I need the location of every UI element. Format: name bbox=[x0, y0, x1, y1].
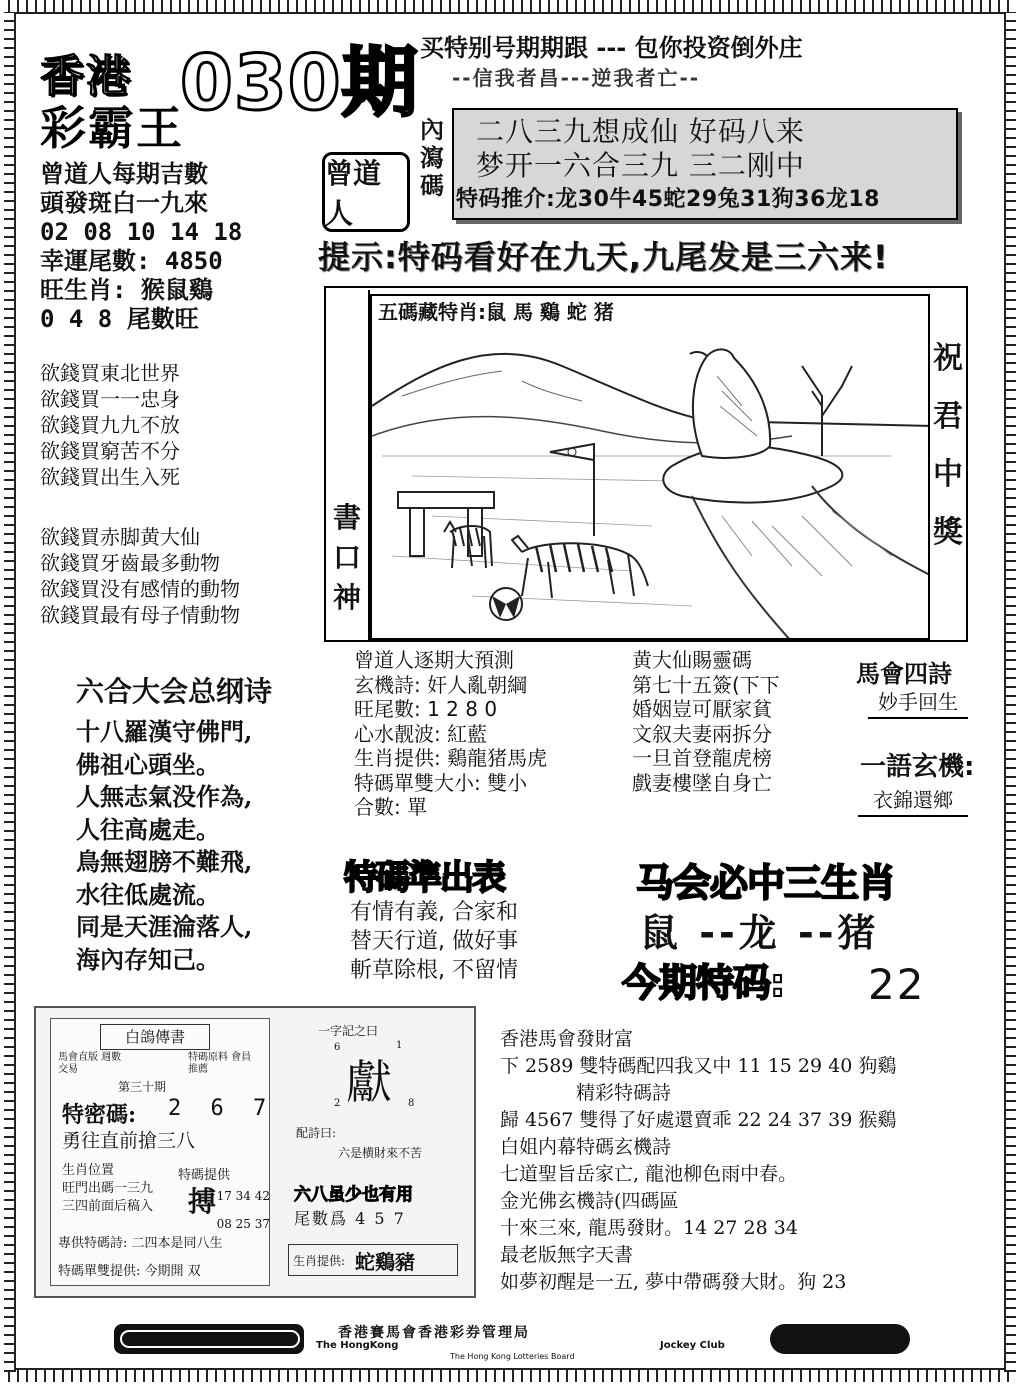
tema-recommend: 特码推介:龙30牛45蛇29兔31狗36龙18 bbox=[456, 187, 880, 212]
tema-zhun-title: 特碼準出表 bbox=[344, 858, 504, 898]
poem-line: 人往高處走。 bbox=[76, 814, 220, 844]
list-item: 欲錢買赤脚黄大仙 bbox=[40, 525, 200, 549]
poem-line: 六是横財來不苦 bbox=[338, 1146, 423, 1160]
list-item: 欲錢買窮苦不分 bbox=[40, 439, 180, 463]
border-bottom bbox=[8, 1368, 1014, 1382]
want-money-list bbox=[40, 360, 320, 490]
number-row: 08 25 37 bbox=[216, 1217, 270, 1231]
slogan-sub: --信我者昌---逆我者亡-- bbox=[452, 66, 701, 90]
jockey-club-list bbox=[500, 1026, 1000, 1296]
list-item: 七道聖旨岳家亡, 龍池柳色雨中春。 bbox=[500, 1163, 798, 1185]
tail-numbers: 尾數爲 4 5 7 bbox=[294, 1209, 406, 1228]
three-zodiac-title: 马会必中三生肖 bbox=[636, 861, 896, 905]
publication-name: 彩霸王 bbox=[40, 101, 184, 155]
border-top bbox=[8, 0, 1014, 14]
list-item: 歸 4567 雙得了好處還賣乖 22 24 37 39 猴鷄 bbox=[500, 1109, 897, 1131]
picture-title: 五碼藏特肖:鼠 馬 鷄 蛇 猪 bbox=[378, 300, 614, 324]
poem-line: 佛祖心頭坐。 bbox=[76, 749, 220, 779]
inner-line-1: 二八三九想成仙 好码八来 bbox=[476, 115, 805, 148]
oracle-line: 一旦首登龍虎榜 bbox=[632, 746, 772, 770]
list-item: 最老版無字天書 bbox=[500, 1244, 634, 1266]
zodiac-supply-label: 生肖提供: bbox=[293, 1253, 346, 1268]
prediction-line: 曾道人逐期大預測 bbox=[354, 648, 514, 672]
tema-supply-label: 特碼提供 bbox=[178, 1168, 231, 1183]
one-word-label: 一字記之曰 bbox=[318, 1024, 379, 1038]
info-line: 02 08 10 14 18 bbox=[40, 218, 243, 246]
list-item: 欲錢買没有感情的動物 bbox=[40, 577, 240, 601]
lottery-logo-ring-icon bbox=[120, 1330, 300, 1348]
info-line: 0 4 8 尾數旺 bbox=[40, 305, 199, 333]
oracle-line: 婚姻豈可厭家貧 bbox=[632, 697, 772, 721]
footer-english-bottom: The Hong Kong Lotteries Board bbox=[450, 1352, 575, 1361]
corner-number: 1 bbox=[396, 1040, 403, 1051]
jockey-club-logo-icon bbox=[770, 1324, 910, 1354]
list-item: 下 2589 雙特碼配四我又中 11 15 29 40 狗鷄 bbox=[500, 1055, 897, 1077]
corner-number: 2 bbox=[334, 1098, 341, 1109]
oracle-line: 文叙夫妻兩拆分 bbox=[632, 721, 772, 746]
list-item: 如夢初醒是一五, 夢中帶碼發大財。狗 23 bbox=[500, 1271, 847, 1293]
zeng-seal: 曾道人 bbox=[322, 152, 410, 232]
left-lucky-info bbox=[40, 160, 300, 334]
info-line: 旺生肖: 猴鼠鷄 bbox=[40, 276, 213, 304]
current-tema-label: 今期特码: bbox=[622, 961, 785, 1005]
zodiac-supply-value: 蛇鷄豬 bbox=[355, 1249, 416, 1274]
zeng-prediction bbox=[354, 648, 634, 820]
secret-code-numbers: 2 6 7 bbox=[168, 1096, 275, 1121]
poem-line: 有情有義, 合家和 bbox=[350, 900, 518, 925]
slogan-top: 买特别号期期跟 --- 包你投资倒外庄 bbox=[420, 34, 803, 62]
list-item: 欲錢買出生入死 bbox=[40, 465, 180, 489]
oracle-line: 黄大仙賜靈碼 bbox=[632, 648, 752, 672]
secret-code-label: 特密碼: bbox=[62, 1102, 137, 1128]
small-note-right: 特碼原料 會員推薦 bbox=[188, 1052, 252, 1075]
huang-daxian-oracle bbox=[632, 648, 832, 795]
info-line: 頭發斑白一九來 bbox=[40, 189, 208, 217]
tema-supply-numbers bbox=[210, 1182, 270, 1238]
tema-supply-char: 搏 bbox=[188, 1185, 217, 1218]
liuhe-poem bbox=[76, 716, 316, 976]
tema-zhun-poem bbox=[350, 898, 610, 985]
brave-line: 勇往直前搶三八 bbox=[62, 1130, 196, 1152]
zodiac-line: 旺門出碼一三九 bbox=[62, 1181, 154, 1196]
poem-line: 水往低處流。 bbox=[76, 879, 220, 909]
want-money-list-2 bbox=[40, 524, 320, 628]
poem-line: 十八羅漢守佛門, bbox=[76, 717, 253, 746]
mahui-four-poems-value: 妙手回生 bbox=[868, 686, 968, 719]
footer-chinese: 香港賽馬會香港彩券管理局 bbox=[338, 1325, 530, 1341]
number-row: 17 34 42 bbox=[216, 1189, 270, 1203]
zodiac-line: 三四前面后稿入 bbox=[62, 1199, 154, 1214]
landscape-drawing bbox=[372, 296, 930, 640]
prediction-line: 生肖提供: 鷄龍猪馬虎 bbox=[354, 746, 548, 770]
poem-line: 同是天涯淪落人, bbox=[76, 912, 253, 941]
info-line: 曾道人每期吉數 bbox=[40, 160, 208, 188]
oracle-line: 戲妻樓墜自身亡 bbox=[632, 770, 772, 795]
prediction-line: 心水靓波: 紅藍 bbox=[354, 721, 488, 746]
prediction-line: 旺尾數: 1 2 8 0 bbox=[354, 697, 498, 721]
prediction-line: 特碼單雙大小: 雙小 bbox=[354, 770, 528, 795]
liuhe-poem-title: 六合大会总纲诗 bbox=[76, 675, 273, 708]
inner-line-2: 梦开一六合三九 三二刚中 bbox=[476, 149, 805, 182]
right-vertical-text: 祝君中獎 bbox=[933, 341, 963, 550]
issue-number: 030期 bbox=[180, 38, 419, 127]
current-tema-value: 22 bbox=[868, 960, 926, 1009]
corner-number: 8 bbox=[408, 1098, 415, 1109]
poem-line: 斬草除根, 不留情 bbox=[350, 958, 518, 983]
footer-english-left: The HongKong bbox=[316, 1340, 399, 1351]
yiyu-xuanji-title: 一語玄機: bbox=[860, 752, 975, 782]
list-item: 金光佛玄機詩(四碼區 bbox=[500, 1190, 679, 1212]
list-item: 精彩特碼詩 bbox=[576, 1082, 672, 1104]
landscape-illustration bbox=[370, 294, 930, 640]
pigeon-letter-title: 白鴿傳書 bbox=[100, 1024, 210, 1050]
liuba-banner: 六八虽少也有用 bbox=[294, 1185, 413, 1205]
yiyu-xuanji-value: 衣錦還鄉 bbox=[858, 784, 968, 817]
small-note-left: 馬會直版 週數交易 bbox=[58, 1052, 122, 1075]
zodiac-position bbox=[62, 1162, 153, 1216]
poem-line: 人無志氣没作為, bbox=[76, 782, 253, 811]
odd-even-supply: 特碼單雙提供: 今期開 双 bbox=[58, 1264, 201, 1279]
issue-thirty: 第三十期 bbox=[118, 1080, 167, 1094]
list-item: 香港馬會發財富 bbox=[500, 1028, 634, 1050]
list-item: 白姐内幕特碼玄機詩 bbox=[500, 1136, 672, 1158]
inner-code-label: 內瀉碼 bbox=[420, 116, 444, 200]
three-zodiac-values: 鼠 --龙 --猪 bbox=[640, 911, 880, 955]
zodiac-supply-box bbox=[288, 1244, 458, 1276]
footer-english-right: Jockey Club bbox=[660, 1340, 725, 1351]
one-word-char: 獻 bbox=[346, 1055, 392, 1109]
list-item: 欲錢買最有母子情動物 bbox=[40, 603, 240, 627]
list-item: 欲錢買九九不放 bbox=[40, 413, 180, 437]
corner-number: 6 bbox=[334, 1042, 341, 1053]
poem-label: 配詩曰: bbox=[296, 1126, 337, 1140]
poem-line: 鳥無翅膀不難飛, bbox=[76, 847, 253, 876]
prediction-line: 玄機詩: 奸人亂朝綱 bbox=[354, 672, 528, 697]
zodiac-line: 生肖位置 bbox=[62, 1163, 115, 1178]
special-poem: 專供特碼詩: 二四本是同八生 bbox=[58, 1236, 223, 1251]
info-line: 幸運尾數: 4850 bbox=[40, 247, 223, 275]
list-item: 欲錢買一一忠身 bbox=[40, 387, 180, 411]
hint-banner: 提示:特码看好在九天,九尾发是三六来! bbox=[318, 238, 889, 276]
left-vertical-text: 書口神 bbox=[332, 501, 361, 614]
mahui-four-poems-title: 馬會四詩 bbox=[856, 660, 952, 688]
list-item: 十來三來, 龍馬發財。14 27 28 34 bbox=[500, 1217, 798, 1239]
list-item: 欲錢買牙齒最多動物 bbox=[40, 551, 220, 575]
oracle-line: 第七十五簽(下下 bbox=[632, 672, 780, 697]
list-item: 欲錢買東北世界 bbox=[40, 361, 180, 385]
brand-title: 香港 bbox=[40, 51, 132, 102]
prediction-line: 合數: 單 bbox=[354, 795, 428, 819]
border-right bbox=[1004, 12, 1016, 1372]
poem-line: 海內存知己。 bbox=[76, 944, 220, 974]
border-left bbox=[4, 12, 16, 1372]
poem-line: 替天行道, 做好事 bbox=[350, 929, 518, 954]
